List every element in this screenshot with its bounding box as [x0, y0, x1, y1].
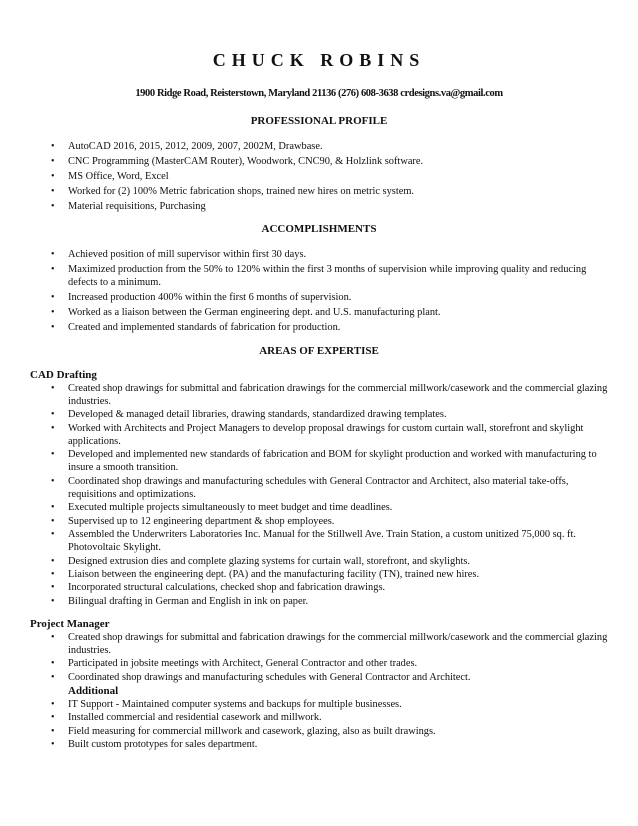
- bullet-icon: •: [51, 632, 55, 643]
- bullet-icon: •: [51, 699, 55, 710]
- list-item-text: Created and implemented standards of fabrication for production.: [68, 322, 341, 334]
- list-item: [48, 595, 618, 608]
- list-item-text: Achieved position of mill supervisor within first 30 days.: [68, 249, 307, 260]
- bullet-icon: •: [51, 658, 55, 670]
- list-item: [48, 515, 618, 528]
- bullet-icon: •: [51, 292, 55, 304]
- list-item-text: Coordinated shop drawings and manufacturing schedules with General Contractor and Architect, also material take-offs, requisitions and optimizations.: [68, 475, 569, 500]
- list-item: [48, 501, 618, 514]
- list-item-text: Participated in jobsite meetings with Architect, General Contractor and other trades.: [68, 658, 418, 670]
- list-item: [48, 200, 608, 213]
- bullet-icon: •: [51, 155, 55, 167]
- list-item-text: Worked as a liaison between the German engineering dept. and U.S. manufacturing plant.: [68, 307, 441, 319]
- project-manager-title: Project Manager: [30, 618, 110, 630]
- list-item-text: MS Office, Word, Excel: [68, 170, 169, 182]
- list-item: [48, 657, 618, 670]
- bullet-icon: •: [51, 449, 55, 461]
- bullet-icon: •: [51, 529, 55, 541]
- list-item: [48, 581, 618, 594]
- list-item: [48, 263, 608, 289]
- profile-heading: PROFESSIONAL PROFILE: [250, 115, 388, 127]
- list-item: [48, 725, 618, 738]
- expertise-heading: AREAS OF EXPERTISE: [259, 345, 379, 357]
- list-item: [48, 140, 608, 153]
- applicant-name: CHUCK ROBINS: [212, 50, 426, 70]
- list-item-text: Incorporated structural calculations, checked shop and fabrication drawings.: [68, 582, 386, 594]
- list-item-text: Field measuring for commercial millwork and casework, glazing, also as built drawings.: [68, 725, 436, 737]
- project-manager-list: [48, 631, 618, 684]
- accomplishments-list: [48, 248, 608, 337]
- list-item-text: Maximized production from the 50% to 120% within the first 3 months of supervision while improving quality and reducing defects to a minimum.: [68, 264, 587, 289]
- bullet-icon: •: [51, 185, 55, 197]
- list-item-text: Material requisitions, Purchasing: [68, 200, 206, 212]
- bullet-icon: •: [51, 515, 55, 527]
- list-item-text: IT Support - Maintained computer systems and backups for multiple businesses.: [68, 699, 402, 710]
- bullet-icon: •: [51, 725, 55, 737]
- bullet-icon: •: [51, 322, 55, 334]
- list-item-text: Installed commercial and residential casework and millwork.: [68, 712, 322, 724]
- bullet-icon: •: [51, 383, 55, 394]
- list-item: [48, 671, 618, 684]
- list-item-text: Bilingual drafting in German and English in ink on paper.: [68, 595, 309, 607]
- list-item: [48, 306, 608, 319]
- list-item-text: Developed & managed detail libraries, drawing standards, standardized drawing templates.: [68, 409, 447, 421]
- list-item-text: Supervised up to 12 engineering department & shop employees.: [68, 515, 335, 527]
- bullet-icon: •: [51, 141, 55, 152]
- contact-line: 1900 Ridge Road, Reisterstown, Maryland 21136 (276) 608-3638 crdesigns.va@gmail.com: [135, 88, 503, 99]
- list-item: [48, 155, 608, 168]
- list-item-text: Developed and implemented new standards of fabrication and BOM for skylight production and worked with manufacturing to insure a smooth transition.: [68, 449, 597, 474]
- list-item: [48, 698, 618, 711]
- bullet-icon: •: [51, 671, 55, 683]
- bullet-icon: •: [51, 502, 55, 514]
- list-item-text: Worked for (2) 100% Metric fabrication shops, trained new hires on metric system.: [68, 185, 414, 197]
- bullet-icon: •: [51, 595, 55, 607]
- bullet-icon: •: [51, 568, 55, 580]
- list-item-text: Assembled the Underwriters Laboratories Inc. Manual for the Stillwell Ave. Train Station, a custom unitized 75,000 sq. ft. Photovoltaic Skylight.: [68, 529, 576, 554]
- bullet-icon: •: [51, 582, 55, 594]
- profile-list: [48, 140, 608, 215]
- bullet-icon: •: [51, 170, 55, 182]
- bullet-icon: •: [51, 264, 55, 276]
- list-item-text: Created shop drawings for submittal and fabrication drawings for the commercial millwork/casework and the commercial glazing industries.: [68, 383, 608, 408]
- list-item: [48, 448, 618, 474]
- list-item: [48, 475, 618, 501]
- list-item: [48, 422, 618, 448]
- bullet-icon: •: [51, 409, 55, 421]
- accomplishments-heading: ACCOMPLISHMENTS: [261, 223, 377, 235]
- list-item: [48, 185, 608, 198]
- list-item-text: Liaison between the engineering dept. (PA) and the manufacturing facility (TN), trained new hires.: [68, 568, 480, 580]
- list-item: [48, 382, 618, 408]
- bullet-icon: •: [51, 422, 55, 434]
- list-item: [48, 170, 608, 183]
- list-item: [48, 738, 618, 751]
- list-item-text: Built custom prototypes for sales department.: [68, 739, 258, 751]
- list-item: [48, 711, 618, 724]
- bullet-icon: •: [51, 712, 55, 724]
- list-item: [48, 555, 618, 568]
- list-item-text: Worked with Architects and Project Managers to develop proposal drawings for custom curtain wall, storefront and skylight applications.: [68, 422, 584, 447]
- list-item-text: Coordinated shop drawings and manufacturing schedules with General Contractor and Architect.: [68, 671, 471, 683]
- list-item: [48, 528, 618, 554]
- list-item-text: Executed multiple projects simultaneously to meet budget and time deadlines.: [68, 502, 393, 514]
- list-item: [48, 408, 618, 421]
- cad-drafting-title: CAD Drafting: [30, 369, 97, 381]
- cad-drafting-list: [48, 382, 618, 608]
- bullet-icon: •: [51, 475, 55, 487]
- list-item-text: Designed extrusion dies and complete glazing systems for curtain wall, storefront, and skylights.: [68, 555, 470, 567]
- list-item: [48, 248, 608, 261]
- list-item: [48, 321, 608, 334]
- list-item-text: Created shop drawings for submittal and fabrication drawings for the commercial millwork/casework and the commercial glazing industries.: [68, 632, 608, 657]
- list-item-text: CNC Programming (MasterCAM Router), Woodwork, CNC90, & Holzlink software.: [68, 155, 424, 167]
- bullet-icon: •: [51, 739, 55, 751]
- additional-list: [48, 698, 618, 752]
- bullet-icon: •: [51, 307, 55, 319]
- list-item: [48, 568, 618, 581]
- list-item: [48, 291, 608, 304]
- list-item-text: Increased production 400% within the first 6 months of supervision.: [68, 292, 352, 304]
- list-item-text: AutoCAD 2016, 2015, 2012, 2009, 2007, 2002M, Drawbase.: [68, 141, 323, 152]
- bullet-icon: •: [51, 249, 55, 260]
- bullet-icon: •: [51, 200, 55, 212]
- additional-title: Additional: [68, 685, 119, 697]
- bullet-icon: •: [51, 555, 55, 567]
- list-item: [48, 631, 618, 657]
